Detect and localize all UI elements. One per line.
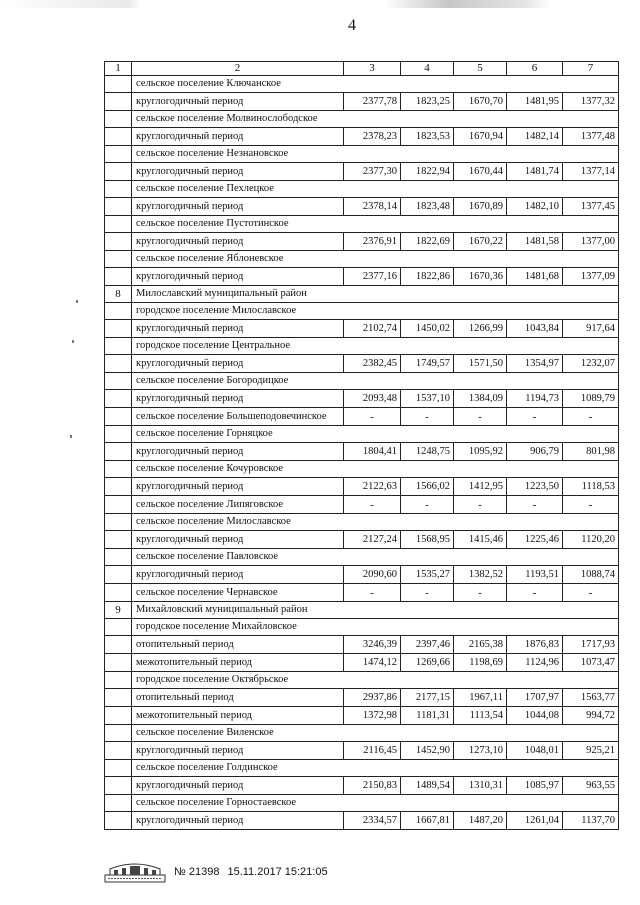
row-index <box>105 251 132 268</box>
row-index <box>105 619 132 636</box>
settlement-row <box>105 514 619 531</box>
value-cell: 1481,68 <box>507 268 563 286</box>
settlement-row <box>105 146 619 163</box>
settlement-name: сельское поселение Молвинослободское <box>132 111 619 128</box>
value-cell: 1670,94 <box>454 128 507 146</box>
settlement-name: сельское поселение Голдинское <box>132 760 619 777</box>
period-label: круглогодичный период <box>132 390 344 408</box>
row-index <box>105 128 132 146</box>
table-row <box>105 478 619 496</box>
value-cell: 1670,89 <box>454 198 507 216</box>
settlement-name: сельское поселение Пустотинское <box>132 216 619 233</box>
value-cell: - <box>563 408 619 426</box>
value-cell: 2150,83 <box>344 777 401 795</box>
value-cell: 2093,48 <box>344 390 401 408</box>
value-cell: - <box>344 408 401 426</box>
settlement-row <box>105 426 619 443</box>
header-cell: 5 <box>454 62 507 76</box>
settlement-name: сельское поселение Кочуровское <box>132 461 619 478</box>
value-cell: 1537,10 <box>401 390 454 408</box>
value-cell: 1876,83 <box>507 636 563 654</box>
header-cell: 4 <box>401 62 454 76</box>
value-cell: 1382,52 <box>454 566 507 584</box>
settlement-name: сельское поселение Липяговское <box>132 496 344 514</box>
header-cell: 7 <box>563 62 619 76</box>
value-cell: 1415,46 <box>454 531 507 549</box>
row-index <box>105 76 132 93</box>
period-label: отопительный период <box>132 689 344 707</box>
row-index <box>105 320 132 338</box>
value-cell: 1568,95 <box>401 531 454 549</box>
value-cell: - <box>454 584 507 602</box>
row-index <box>105 672 132 689</box>
row-index <box>105 514 132 531</box>
table-row <box>105 812 619 830</box>
value-cell: - <box>401 496 454 514</box>
period-label: круглогодичный период <box>132 742 344 760</box>
row-index <box>105 566 132 584</box>
row-index <box>105 198 132 216</box>
settlement-name: городское поселение Октябрьское <box>132 672 619 689</box>
row-index <box>105 408 132 426</box>
settlement-row <box>105 76 619 93</box>
scan-artifact-top <box>0 0 640 8</box>
value-cell: 1412,95 <box>454 478 507 496</box>
row-index <box>105 426 132 443</box>
value-cell: 963,55 <box>563 777 619 795</box>
period-label: круглогодичный период <box>132 93 344 111</box>
header-cell: 1 <box>105 62 132 76</box>
value-cell: 1223,50 <box>507 478 563 496</box>
row-index <box>105 461 132 478</box>
row-index <box>105 355 132 373</box>
tariff-table <box>104 61 619 830</box>
value-cell: 1113,54 <box>454 707 507 725</box>
header-cell: 2 <box>132 62 344 76</box>
settlement-name: сельское поселение Чернавское <box>132 584 344 602</box>
table-row <box>105 777 619 795</box>
settlement-name: сельское поселение Виленское <box>132 725 619 742</box>
period-label: круглогодичный период <box>132 355 344 373</box>
settlement-row <box>105 549 619 566</box>
row-index <box>105 812 132 830</box>
header-cell: 3 <box>344 62 401 76</box>
document-timestamp: 15.11.2017 15:21:05 <box>227 866 328 878</box>
row-index <box>105 338 132 355</box>
row-index <box>105 795 132 812</box>
value-cell: 2397,46 <box>401 636 454 654</box>
value-cell: 1095,92 <box>454 443 507 461</box>
value-cell: 1749,57 <box>401 355 454 373</box>
table-header-row <box>105 62 619 76</box>
value-cell: 1481,74 <box>507 163 563 181</box>
settlement-row <box>105 725 619 742</box>
value-cell: 1717,93 <box>563 636 619 654</box>
value-cell: 925,21 <box>563 742 619 760</box>
settlement-name: городское поселение Михайловское <box>132 619 619 636</box>
document-footer <box>104 861 328 883</box>
period-label: отопительный период <box>132 636 344 654</box>
value-cell: 2102,74 <box>344 320 401 338</box>
settlement-row <box>105 795 619 812</box>
settlement-name: сельское поселение Богородицкое <box>132 373 619 390</box>
period-label: круглогодичный период <box>132 443 344 461</box>
period-label: межотопительный период <box>132 654 344 672</box>
row-index: 9 <box>105 602 132 619</box>
table-row <box>105 233 619 251</box>
period-label: круглогодичный период <box>132 812 344 830</box>
scan-speck <box>72 340 74 343</box>
scan-speck <box>70 435 72 438</box>
table-row <box>105 707 619 725</box>
period-label: круглогодичный период <box>132 233 344 251</box>
value-cell: 1377,45 <box>563 198 619 216</box>
period-label: межотопительный период <box>132 707 344 725</box>
value-cell: 2377,78 <box>344 93 401 111</box>
row-index <box>105 93 132 111</box>
value-cell: 1489,54 <box>401 777 454 795</box>
table-row <box>105 163 619 181</box>
settlement-name: сельское поселение Горняцкое <box>132 426 619 443</box>
value-cell: - <box>401 408 454 426</box>
value-cell: 3246,39 <box>344 636 401 654</box>
settlement-row <box>105 111 619 128</box>
table-row <box>105 636 619 654</box>
table-row <box>105 268 619 286</box>
table-row <box>105 496 619 514</box>
value-cell: 1487,20 <box>454 812 507 830</box>
settlement-name: городское поселение Центральное <box>132 338 619 355</box>
row-index <box>105 549 132 566</box>
value-cell: 1377,00 <box>563 233 619 251</box>
row-index <box>105 777 132 795</box>
value-cell: 1266,99 <box>454 320 507 338</box>
row-index <box>105 268 132 286</box>
settlement-name: сельское поселение Ключанское <box>132 76 619 93</box>
value-cell: 1823,48 <box>401 198 454 216</box>
value-cell: - <box>563 496 619 514</box>
settlement-name: сельское поселение Незнановское <box>132 146 619 163</box>
value-cell: 2165,38 <box>454 636 507 654</box>
period-label: круглогодичный период <box>132 531 344 549</box>
value-cell: 906,79 <box>507 443 563 461</box>
value-cell: - <box>454 496 507 514</box>
settlement-row <box>105 303 619 320</box>
row-index <box>105 584 132 602</box>
row-index <box>105 654 132 672</box>
value-cell: 1194,73 <box>507 390 563 408</box>
value-cell: 1118,53 <box>563 478 619 496</box>
value-cell: 2122,63 <box>344 478 401 496</box>
value-cell: 1043,84 <box>507 320 563 338</box>
settlement-name: Михайловский муниципальный район <box>132 602 619 619</box>
value-cell: 1563,77 <box>563 689 619 707</box>
row-index <box>105 707 132 725</box>
settlement-name: сельское поселение Павловское <box>132 549 619 566</box>
period-label: круглогодичный период <box>132 198 344 216</box>
settlement-row <box>105 619 619 636</box>
value-cell: 1273,10 <box>454 742 507 760</box>
value-cell: 1269,66 <box>401 654 454 672</box>
value-cell: 1670,36 <box>454 268 507 286</box>
settlement-name: Милославский муниципальный район <box>132 286 619 303</box>
period-label: круглогодичный период <box>132 163 344 181</box>
table-row <box>105 584 619 602</box>
value-cell: 1482,14 <box>507 128 563 146</box>
value-cell: 1481,95 <box>507 93 563 111</box>
value-cell: 1707,97 <box>507 689 563 707</box>
value-cell: 1967,11 <box>454 689 507 707</box>
value-cell: - <box>344 496 401 514</box>
value-cell: - <box>563 584 619 602</box>
value-cell: 2382,45 <box>344 355 401 373</box>
row-index <box>105 725 132 742</box>
value-cell: 1372,98 <box>344 707 401 725</box>
value-cell: 2376,91 <box>344 233 401 251</box>
value-cell: 1384,09 <box>454 390 507 408</box>
table-row <box>105 320 619 338</box>
value-cell: 1822,86 <box>401 268 454 286</box>
settlement-name: городское поселение Милославское <box>132 303 619 320</box>
row-index <box>105 163 132 181</box>
value-cell: 1804,41 <box>344 443 401 461</box>
district-row <box>105 286 619 303</box>
value-cell: 1048,01 <box>507 742 563 760</box>
value-cell: 2116,45 <box>344 742 401 760</box>
row-index <box>105 689 132 707</box>
value-cell: 1261,04 <box>507 812 563 830</box>
document-number: № 21398 <box>174 866 220 878</box>
settlement-row <box>105 760 619 777</box>
value-cell: 1377,32 <box>563 93 619 111</box>
settlement-name: сельское поселение Милославское <box>132 514 619 531</box>
row-index <box>105 111 132 128</box>
value-cell: 2127,24 <box>344 531 401 549</box>
value-cell: 1822,94 <box>401 163 454 181</box>
table-row <box>105 654 619 672</box>
scan-speck <box>76 300 78 303</box>
value-cell: 1124,96 <box>507 654 563 672</box>
value-cell: 1670,22 <box>454 233 507 251</box>
settlement-name: сельское поселение Большеподовечинское <box>132 408 344 426</box>
value-cell: 1670,70 <box>454 93 507 111</box>
row-index: 8 <box>105 286 132 303</box>
value-cell: 1354,97 <box>507 355 563 373</box>
row-index <box>105 496 132 514</box>
table-row <box>105 408 619 426</box>
value-cell: 1474,12 <box>344 654 401 672</box>
settlement-name: сельское поселение Яблоневское <box>132 251 619 268</box>
value-cell: 1377,09 <box>563 268 619 286</box>
value-cell: 1823,53 <box>401 128 454 146</box>
value-cell: 1044,08 <box>507 707 563 725</box>
settlement-row <box>105 251 619 268</box>
value-cell: - <box>507 408 563 426</box>
table-row <box>105 742 619 760</box>
registry-seal-icon <box>104 861 166 883</box>
value-cell: - <box>401 584 454 602</box>
value-cell: 2377,30 <box>344 163 401 181</box>
value-cell: 1120,20 <box>563 531 619 549</box>
value-cell: 2090,60 <box>344 566 401 584</box>
value-cell: 1535,27 <box>401 566 454 584</box>
value-cell: 1481,58 <box>507 233 563 251</box>
row-index <box>105 233 132 251</box>
settlement-row <box>105 216 619 233</box>
value-cell: 1482,10 <box>507 198 563 216</box>
settlement-row <box>105 461 619 478</box>
row-index <box>105 373 132 390</box>
row-index <box>105 216 132 233</box>
value-cell: - <box>454 408 507 426</box>
value-cell: 1089,79 <box>563 390 619 408</box>
value-cell: 1377,48 <box>563 128 619 146</box>
value-cell: 1085,97 <box>507 777 563 795</box>
period-label: круглогодичный период <box>132 777 344 795</box>
row-index <box>105 443 132 461</box>
value-cell: 1181,31 <box>401 707 454 725</box>
value-cell: 1310,31 <box>454 777 507 795</box>
value-cell: 1073,47 <box>563 654 619 672</box>
value-cell: 1193,51 <box>507 566 563 584</box>
settlement-row <box>105 181 619 198</box>
value-cell: 1377,14 <box>563 163 619 181</box>
row-index <box>105 390 132 408</box>
value-cell: 994,72 <box>563 707 619 725</box>
table-row <box>105 198 619 216</box>
settlement-name: сельское поселение Горностаевское <box>132 795 619 812</box>
period-label: круглогодичный период <box>132 320 344 338</box>
row-index <box>105 146 132 163</box>
period-label: круглогодичный период <box>132 478 344 496</box>
table-row <box>105 566 619 584</box>
value-cell: 1225,46 <box>507 531 563 549</box>
value-cell: 2177,15 <box>401 689 454 707</box>
period-label: круглогодичный период <box>132 128 344 146</box>
settlement-name: сельское поселение Пехлецкое <box>132 181 619 198</box>
row-index <box>105 531 132 549</box>
value-cell: - <box>507 584 563 602</box>
value-cell: 2334,57 <box>344 812 401 830</box>
row-index <box>105 760 132 777</box>
value-cell: 1452,90 <box>401 742 454 760</box>
value-cell: 1667,81 <box>401 812 454 830</box>
row-index <box>105 742 132 760</box>
value-cell: 1670,44 <box>454 163 507 181</box>
value-cell: 2377,16 <box>344 268 401 286</box>
settlement-row <box>105 672 619 689</box>
value-cell: 1571,50 <box>454 355 507 373</box>
value-cell: 1232,07 <box>563 355 619 373</box>
value-cell: - <box>344 584 401 602</box>
row-index <box>105 303 132 320</box>
value-cell: 1198,69 <box>454 654 507 672</box>
table-row <box>105 390 619 408</box>
value-cell: 1248,75 <box>401 443 454 461</box>
value-cell: 2378,14 <box>344 198 401 216</box>
row-index <box>105 478 132 496</box>
value-cell: 1088,74 <box>563 566 619 584</box>
value-cell: 917,64 <box>563 320 619 338</box>
table-row <box>105 355 619 373</box>
value-cell: 1137,70 <box>563 812 619 830</box>
settlement-row <box>105 338 619 355</box>
header-cell: 6 <box>507 62 563 76</box>
row-index <box>105 181 132 198</box>
table-row <box>105 689 619 707</box>
row-index <box>105 636 132 654</box>
table-row <box>105 128 619 146</box>
period-label: круглогодичный период <box>132 566 344 584</box>
value-cell: 1823,25 <box>401 93 454 111</box>
value-cell: 1450,02 <box>401 320 454 338</box>
value-cell: 1566,02 <box>401 478 454 496</box>
page-number: 4 <box>348 17 356 34</box>
value-cell: 2378,23 <box>344 128 401 146</box>
period-label: круглогодичный период <box>132 268 344 286</box>
value-cell: 801,98 <box>563 443 619 461</box>
table-row <box>105 443 619 461</box>
table-row <box>105 531 619 549</box>
table-row <box>105 93 619 111</box>
value-cell: 2937,86 <box>344 689 401 707</box>
value-cell: 1822,69 <box>401 233 454 251</box>
value-cell: - <box>507 496 563 514</box>
settlement-row <box>105 373 619 390</box>
district-row <box>105 602 619 619</box>
